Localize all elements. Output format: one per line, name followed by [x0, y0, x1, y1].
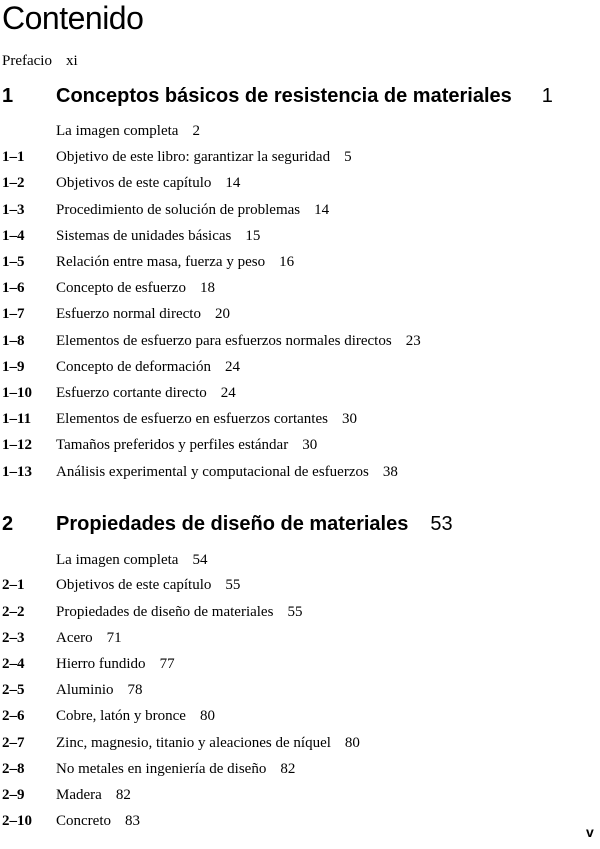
toc-entry — [0, 148, 600, 166]
section-number: 2–4 — [2, 656, 25, 672]
section-page: 78 — [127, 682, 143, 698]
toc-entry — [0, 707, 600, 725]
section-title: Propiedades de diseño de materiales — [56, 604, 274, 620]
toc-entry — [0, 253, 600, 271]
section-number: 1–12 — [2, 437, 32, 453]
section-title: Acero — [56, 630, 93, 646]
section-page: 80 — [344, 735, 360, 751]
section-number: 1–13 — [2, 464, 32, 480]
intro-label: La imagen completa — [56, 552, 179, 568]
section-page: 15 — [245, 228, 261, 244]
section-number: 1–6 — [2, 280, 25, 296]
section-page: 71 — [106, 630, 122, 646]
section-page: 16 — [279, 254, 295, 270]
section-title: Aluminio — [56, 682, 114, 698]
section-page: 24 — [220, 385, 236, 401]
section-page: 80 — [199, 708, 215, 724]
section-number: 1–10 — [2, 385, 32, 401]
section-number: 2–1 — [2, 577, 25, 593]
toc-entry — [0, 358, 600, 376]
section-page: 30 — [341, 411, 357, 427]
section-page: 14 — [225, 175, 241, 191]
section-title: Procedimiento de solución de problemas — [56, 202, 301, 218]
section-title: Análisis experimental y computacional de esfuerzos — [56, 464, 369, 480]
section-number: 1–11 — [2, 411, 32, 427]
section-page: 24 — [224, 359, 240, 375]
section-page: 23 — [405, 333, 421, 349]
chapter-2-heading — [0, 512, 600, 536]
section-title: No metales en ingeniería de diseño — [56, 761, 267, 777]
section-number: 2–6 — [2, 708, 25, 724]
page-title: Contenido — [2, 0, 144, 36]
section-number: 1–9 — [2, 359, 25, 375]
section-title: Concepto de esfuerzo — [56, 280, 186, 296]
section-number: 1–3 — [2, 202, 25, 218]
chapter-number: 1 — [2, 85, 14, 107]
chapter-2-intro — [0, 551, 600, 569]
section-page: 82 — [280, 761, 296, 777]
section-number: 1–8 — [2, 333, 25, 349]
section-page: 38 — [382, 464, 398, 480]
section-page: 55 — [287, 604, 303, 620]
section-title: Elementos de esfuerzo para esfuerzos normales directos — [56, 333, 392, 349]
toc-entry — [0, 812, 600, 830]
section-page: 82 — [115, 787, 131, 803]
section-page: 83 — [124, 813, 140, 829]
section-title: Esfuerzo normal directo — [56, 306, 201, 322]
toc-entry — [0, 410, 600, 428]
section-number: 2–7 — [2, 735, 25, 751]
chapter-number: 2 — [2, 513, 14, 535]
preface-label: Prefacio — [2, 53, 52, 69]
section-number: 2–9 — [2, 787, 25, 803]
section-page: 20 — [214, 306, 230, 322]
chapter-1-intro — [0, 122, 600, 140]
section-page: 14 — [314, 202, 330, 218]
toc-entry — [0, 279, 600, 297]
toc-entry — [0, 629, 600, 647]
toc-entry — [0, 760, 600, 778]
section-page: 77 — [159, 656, 175, 672]
toc-entry — [0, 681, 600, 699]
section-title: Zinc, magnesio, titanio y aleaciones de níquel — [56, 735, 331, 751]
section-title: Objetivos de este capítulo — [56, 577, 212, 593]
chapter-page: 53 — [430, 513, 453, 535]
section-number: 1–1 — [2, 149, 25, 165]
section-title: Objetivo de este libro: garantizar la seguridad — [56, 149, 331, 165]
chapter-1-heading — [0, 84, 600, 108]
section-page: 5 — [344, 149, 352, 165]
section-number: 2–3 — [2, 630, 25, 646]
chapter-title: Propiedades de diseño de materiales — [56, 513, 409, 535]
section-title: Esfuerzo cortante directo — [56, 385, 207, 401]
toc-entry — [0, 734, 600, 752]
page-folio: v — [586, 824, 594, 840]
section-page: 18 — [199, 280, 215, 296]
section-number: 2–5 — [2, 682, 25, 698]
section-title: Hierro fundido — [56, 656, 146, 672]
section-page: 30 — [302, 437, 318, 453]
section-number: 2–2 — [2, 604, 25, 620]
section-number: 1–4 — [2, 228, 25, 244]
preface-entry — [2, 52, 78, 70]
section-number: 1–7 — [2, 306, 25, 322]
toc-entry — [0, 384, 600, 402]
intro-page: 2 — [192, 123, 200, 139]
section-page: 55 — [225, 577, 241, 593]
intro-page: 54 — [192, 552, 208, 568]
toc-entry — [0, 174, 600, 192]
toc-entry — [0, 786, 600, 804]
toc-entry — [0, 463, 600, 481]
preface-page: xi — [65, 53, 78, 69]
section-number: 1–2 — [2, 175, 25, 191]
chapter-page: 1 — [541, 85, 553, 107]
section-title: Sistemas de unidades básicas — [56, 228, 232, 244]
toc-entry — [0, 655, 600, 673]
section-title: Relación entre masa, fuerza y peso — [56, 254, 266, 270]
section-title: Concepto de deformación — [56, 359, 211, 375]
intro-label: La imagen completa — [56, 123, 179, 139]
section-title: Madera — [56, 787, 102, 803]
chapter-title: Conceptos básicos de resistencia de materiales — [56, 85, 512, 107]
section-title: Objetivos de este capítulo — [56, 175, 212, 191]
section-title: Cobre, latón y bronce — [56, 708, 186, 724]
section-title: Tamaños preferidos y perfiles estándar — [56, 437, 289, 453]
section-number: 2–10 — [2, 813, 32, 829]
toc-entry — [0, 227, 600, 245]
section-title: Elementos de esfuerzo en esfuerzos cortantes — [56, 411, 328, 427]
toc-entry — [0, 603, 600, 621]
section-title: Concreto — [56, 813, 111, 829]
section-number: 1–5 — [2, 254, 25, 270]
toc-entry — [0, 332, 600, 350]
toc-entry — [0, 305, 600, 323]
toc-entry — [0, 576, 600, 594]
toc-entry — [0, 201, 600, 219]
toc-entry — [0, 436, 600, 454]
section-number: 2–8 — [2, 761, 25, 777]
